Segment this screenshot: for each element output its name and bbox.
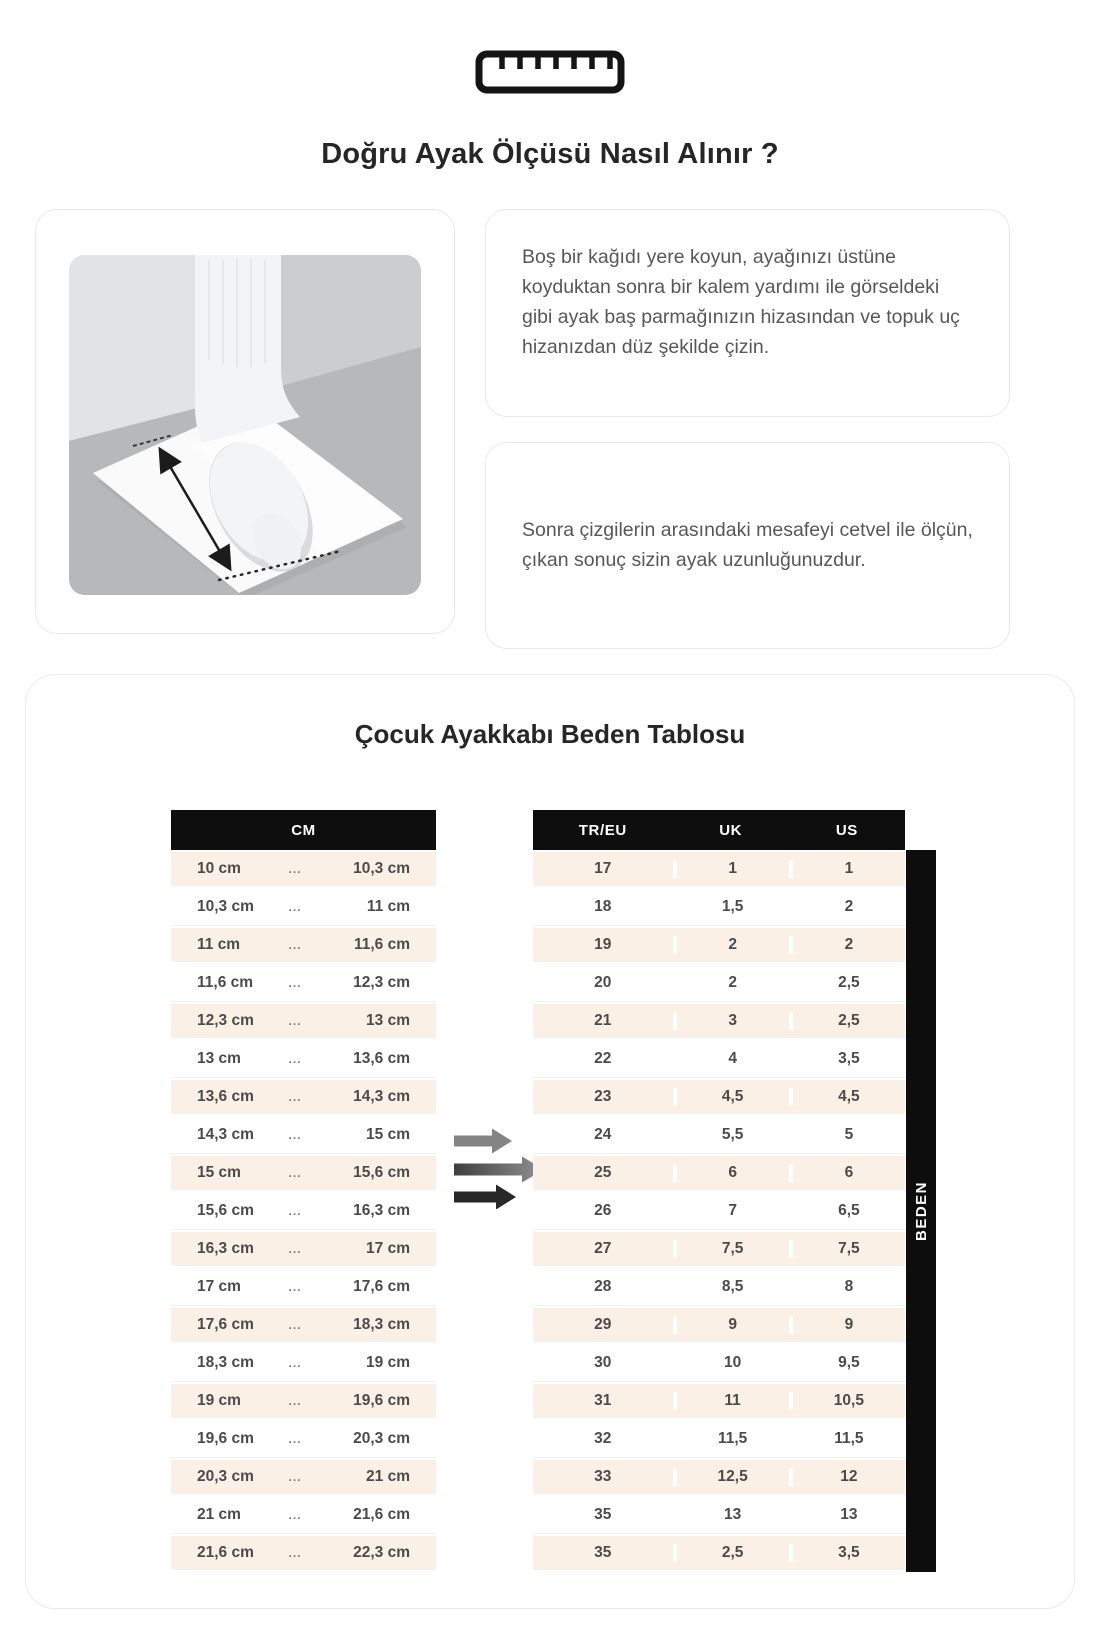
us-value: 5 xyxy=(789,1126,905,1144)
header-us: US xyxy=(835,821,858,839)
tr-eu-value: 18 xyxy=(594,897,612,915)
cm-to-value: 15 cm xyxy=(366,1125,410,1143)
header-uk: UK xyxy=(719,821,743,839)
conversion-table-row xyxy=(533,1002,905,1040)
page-title: Doğru Ayak Ölçüsü Nasıl Alınır ? xyxy=(321,138,779,170)
cm-table-row xyxy=(171,850,436,888)
conversion-table-row xyxy=(533,1534,905,1572)
cm-to-value: 12,3 cm xyxy=(353,973,410,991)
us-value: 4,5 xyxy=(789,1088,905,1106)
cm-table-row xyxy=(171,1382,436,1420)
cm-from-value: 13,6 cm xyxy=(197,1088,254,1105)
range-separator: ... xyxy=(288,1470,302,1484)
conversion-table-header xyxy=(533,810,905,850)
us-value: 6 xyxy=(789,1164,905,1182)
uk-value: 7,5 xyxy=(673,1240,789,1258)
cm-to-value: 17,6 cm xyxy=(353,1277,410,1295)
cm-from-value: 11 cm xyxy=(197,936,241,953)
cm-table-row xyxy=(171,1344,436,1382)
page-header xyxy=(0,50,1100,171)
cm-to-value: 21,6 cm xyxy=(353,1505,410,1523)
cm-from-value: 15,6 cm xyxy=(197,1201,254,1219)
us-value: 7,5 xyxy=(789,1240,905,1258)
range-separator: ... xyxy=(288,1014,302,1028)
uk-value: 13 xyxy=(673,1506,789,1524)
uk-value: 9 xyxy=(673,1316,789,1334)
cm-to-value: 14,3 cm xyxy=(353,1088,410,1105)
instruction-step-1 xyxy=(485,209,1010,417)
range-separator: ... xyxy=(288,975,302,990)
cm-from-value: 20,3 cm xyxy=(197,1468,254,1485)
measurement-photo-card xyxy=(35,209,455,634)
cm-to-value: 19,6 cm xyxy=(353,1392,410,1409)
cm-from-value: 18,3 cm xyxy=(197,1353,254,1371)
conversion-table-row xyxy=(533,1230,905,1268)
beden-label: BEDEN xyxy=(912,1180,930,1241)
cm-table-row xyxy=(171,1002,436,1040)
us-value: 3,5 xyxy=(789,1544,905,1562)
range-separator: ... xyxy=(288,1127,302,1142)
cm-table-row xyxy=(171,1458,436,1496)
conversion-table-row xyxy=(533,888,905,926)
cm-to-value: 20,3 cm xyxy=(353,1429,410,1447)
tr-eu-value: 33 xyxy=(594,1468,612,1485)
uk-value: 3 xyxy=(673,1012,789,1030)
conversion-table-row xyxy=(533,1420,905,1458)
tr-eu-value: 22 xyxy=(594,1049,612,1067)
cm-from-value: 19,6 cm xyxy=(197,1429,254,1447)
conversion-table-row xyxy=(533,1382,905,1420)
tr-eu-value: 35 xyxy=(594,1544,612,1561)
uk-value: 11,5 xyxy=(673,1430,789,1448)
cm-from-value: 19 cm xyxy=(197,1392,241,1409)
us-value: 2,5 xyxy=(789,974,905,992)
tr-eu-value: 27 xyxy=(594,1240,612,1257)
range-separator: ... xyxy=(288,1166,302,1180)
cm-table xyxy=(171,810,436,1572)
conversion-table-row xyxy=(533,1344,905,1382)
range-separator: ... xyxy=(288,1090,302,1104)
uk-value: 5,5 xyxy=(673,1126,789,1144)
range-separator: ... xyxy=(288,1051,302,1066)
beden-side-bar xyxy=(906,850,936,1572)
cm-from-value: 14,3 cm xyxy=(197,1125,254,1143)
uk-value: 6 xyxy=(673,1164,789,1182)
cm-from-value: 10 cm xyxy=(197,860,241,877)
range-separator: ... xyxy=(288,1355,302,1370)
instructions-section xyxy=(0,209,1100,649)
conversion-table-row xyxy=(533,1116,905,1154)
uk-value: 8,5 xyxy=(673,1278,789,1296)
cm-table-row xyxy=(171,1306,436,1344)
tr-eu-value: 21 xyxy=(594,1012,612,1029)
conversion-table-body xyxy=(533,850,905,1572)
us-value: 2 xyxy=(789,936,905,954)
instruction-step-1-text: Boş bir kağıdı yere koyun, ayağınızı üstüne koyduktan sonra bir kalem yardımı ile görseldeki gibi ayak baş parmağınızın hizasından ve topuk uç hizanızdan düz şekilde çizin. xyxy=(522,246,960,359)
tr-eu-value: 20 xyxy=(594,973,612,991)
cm-table-row xyxy=(171,1534,436,1572)
cm-to-value: 13 cm xyxy=(366,1012,410,1029)
cm-to-value: 11 cm xyxy=(366,897,410,915)
uk-value: 10 xyxy=(673,1354,789,1372)
range-separator: ... xyxy=(288,899,302,914)
us-value: 12 xyxy=(789,1468,905,1486)
conversion-table-row xyxy=(533,1040,905,1078)
tr-eu-value: 28 xyxy=(594,1277,612,1295)
conversion-table-row xyxy=(533,1496,905,1534)
size-table-section xyxy=(25,674,1075,1609)
range-separator: ... xyxy=(288,1507,302,1522)
tr-eu-value: 31 xyxy=(594,1392,612,1409)
instruction-step-2-text: Sonra çizgilerin arasındaki mesafeyi cetvel ile ölçün, çıkan sonuç sizin ayak uzunluğunuzdur. xyxy=(522,519,973,572)
cm-from-value: 17 cm xyxy=(197,1277,241,1295)
range-separator: ... xyxy=(288,1203,302,1218)
cm-to-value: 10,3 cm xyxy=(353,860,410,877)
range-separator: ... xyxy=(288,1394,302,1408)
instruction-step-2 xyxy=(485,442,1010,650)
cm-table-row xyxy=(171,1420,436,1458)
conversion-table-row xyxy=(533,926,905,964)
foot-measurement-image xyxy=(69,255,421,595)
uk-value: 2,5 xyxy=(673,1544,789,1562)
range-separator: ... xyxy=(288,1431,302,1446)
range-separator: ... xyxy=(288,1279,302,1294)
conversion-table-row xyxy=(533,1154,905,1192)
range-separator: ... xyxy=(288,1546,302,1560)
uk-value: 2 xyxy=(673,974,789,992)
cm-table-row xyxy=(171,1268,436,1306)
cm-from-value: 10,3 cm xyxy=(197,897,254,915)
size-table-title: Çocuk Ayakkabı Beden Tablosu xyxy=(354,719,746,749)
us-value: 9,5 xyxy=(789,1354,905,1372)
cm-table-row xyxy=(171,888,436,926)
cm-table-row xyxy=(171,1040,436,1078)
conversion-table-row xyxy=(533,1458,905,1496)
cm-from-value: 11,6 cm xyxy=(197,973,254,991)
cm-table-row xyxy=(171,1154,436,1192)
range-separator: ... xyxy=(288,862,302,876)
tr-eu-value: 23 xyxy=(594,1088,612,1105)
cm-from-value: 13 cm xyxy=(197,1049,241,1067)
uk-value: 12,5 xyxy=(673,1468,789,1486)
us-value: 9 xyxy=(789,1316,905,1334)
uk-value: 4,5 xyxy=(673,1088,789,1106)
us-value: 11,5 xyxy=(789,1430,905,1448)
tr-eu-value: 30 xyxy=(594,1353,612,1371)
tr-eu-value: 35 xyxy=(594,1505,612,1523)
us-value: 6,5 xyxy=(789,1202,905,1220)
header-tr-eu: TR/EU xyxy=(578,821,627,839)
cm-table-row xyxy=(171,1116,436,1154)
cm-from-value: 21,6 cm xyxy=(197,1544,254,1561)
cm-table-row xyxy=(171,1192,436,1230)
conversion-table-row xyxy=(533,850,905,888)
cm-to-value: 15,6 cm xyxy=(353,1164,410,1181)
cm-to-value: 11,6 cm xyxy=(353,936,410,953)
cm-from-value: 15 cm xyxy=(197,1164,241,1181)
tr-eu-value: 26 xyxy=(594,1201,612,1219)
cm-to-value: 13,6 cm xyxy=(353,1049,410,1067)
cm-table-row xyxy=(171,1496,436,1534)
cm-table-row xyxy=(171,926,436,964)
uk-value: 11 xyxy=(673,1392,789,1410)
cm-table-header: CM xyxy=(171,810,436,850)
cm-to-value: 19 cm xyxy=(366,1353,410,1371)
tr-eu-value: 32 xyxy=(594,1429,612,1447)
cm-from-value: 17,6 cm xyxy=(197,1316,254,1333)
uk-value: 7 xyxy=(673,1202,789,1220)
us-value: 13 xyxy=(789,1506,905,1524)
cm-to-value: 21 cm xyxy=(366,1468,410,1485)
conversion-table-row xyxy=(533,1268,905,1306)
conversion-table-row xyxy=(533,1192,905,1230)
us-value: 1 xyxy=(789,860,905,878)
uk-value: 1 xyxy=(673,860,789,878)
us-value: 2 xyxy=(789,898,905,916)
instruction-cards xyxy=(485,209,1010,649)
cm-table-body xyxy=(171,850,436,1572)
cm-from-value: 16,3 cm xyxy=(197,1240,254,1257)
us-value: 3,5 xyxy=(789,1050,905,1068)
cm-to-value: 17 cm xyxy=(366,1240,410,1257)
range-separator: ... xyxy=(288,938,302,952)
range-separator: ... xyxy=(288,1242,302,1256)
cm-from-value: 21 cm xyxy=(197,1505,241,1523)
conversion-table xyxy=(533,810,905,1572)
uk-value: 2 xyxy=(673,936,789,954)
cm-to-value: 22,3 cm xyxy=(353,1544,410,1561)
cm-to-value: 16,3 cm xyxy=(353,1201,410,1219)
cm-from-value: 12,3 cm xyxy=(197,1012,254,1029)
uk-value: 4 xyxy=(673,1050,789,1068)
conversion-table-row xyxy=(533,1306,905,1344)
tr-eu-value: 29 xyxy=(594,1316,612,1333)
range-separator: ... xyxy=(288,1318,302,1332)
us-value: 2,5 xyxy=(789,1012,905,1030)
uk-value: 1,5 xyxy=(673,898,789,916)
ruler-icon xyxy=(0,50,1100,94)
cm-to-value: 18,3 cm xyxy=(353,1316,410,1333)
cm-table-row xyxy=(171,1230,436,1268)
cm-table-row xyxy=(171,1078,436,1116)
us-value: 8 xyxy=(789,1278,905,1296)
conversion-table-row xyxy=(533,1078,905,1116)
us-value: 10,5 xyxy=(789,1392,905,1410)
cm-table-row xyxy=(171,964,436,1002)
tr-eu-value: 25 xyxy=(594,1164,612,1181)
tr-eu-value: 19 xyxy=(594,936,612,953)
conversion-table-row xyxy=(533,964,905,1002)
tr-eu-value: 24 xyxy=(594,1125,612,1143)
tr-eu-value: 17 xyxy=(594,860,612,877)
